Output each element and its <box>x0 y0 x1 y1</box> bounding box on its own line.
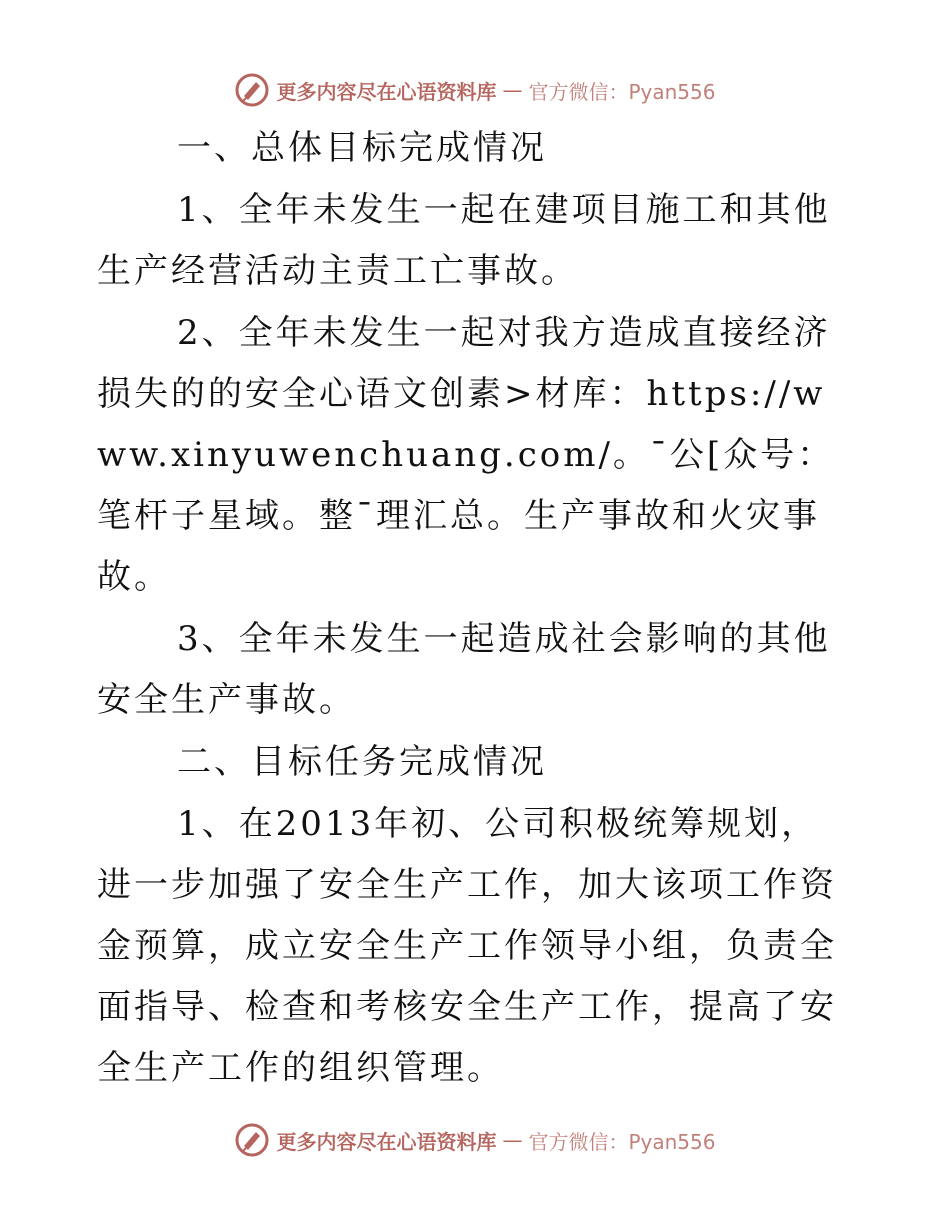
paragraph-goal-1: 1、全年未发生一起在建项目施工和其他生产经营活动主责工亡事故。 <box>97 190 831 291</box>
watermark-wechat: 官方微信：Pyan556 <box>528 79 716 104</box>
watermark-banner-bottom <box>0 1120 950 1160</box>
pen-logo-icon <box>234 1122 270 1158</box>
heading-overall-goals: 一、总体目标完成情况 <box>177 128 547 168</box>
watermark-brand: 更多内容尽在心语资料库 <box>276 1129 497 1154</box>
watermark-separator: — <box>502 78 523 102</box>
document-body <box>97 118 853 1099</box>
paragraph-task-1: 1、在2013年初、公司积极统筹规划，进一步加强了安全生产工作，加大该项工作资金预算，成立安全生产工作领导小组，负责全面指导、检查和考核安全生产工作，提高了安全生产工作的组织管理。 <box>97 804 837 1088</box>
pen-logo-icon <box>234 72 270 108</box>
watermark-separator: — <box>502 1128 523 1152</box>
paragraph-goal-3: 3、全年未发生一起造成社会影响的其他安全生产事故。 <box>97 619 831 720</box>
paragraph-goal-2: 2、全年未发生一起对我方造成直接经济损失的的安全心语文创素>材库：https://www.xinyuwenchuang.com/。¯公[众号：笔杆子星域。整¯理汇总。生产事故和火灾事故。 <box>97 313 835 597</box>
watermark-brand: 更多内容尽在心语资料库 <box>276 79 497 104</box>
watermark-wechat: 官方微信：Pyan556 <box>528 1129 716 1154</box>
heading-task-completion: 二、目标任务完成情况 <box>177 742 547 782</box>
watermark-banner-top <box>0 70 950 110</box>
